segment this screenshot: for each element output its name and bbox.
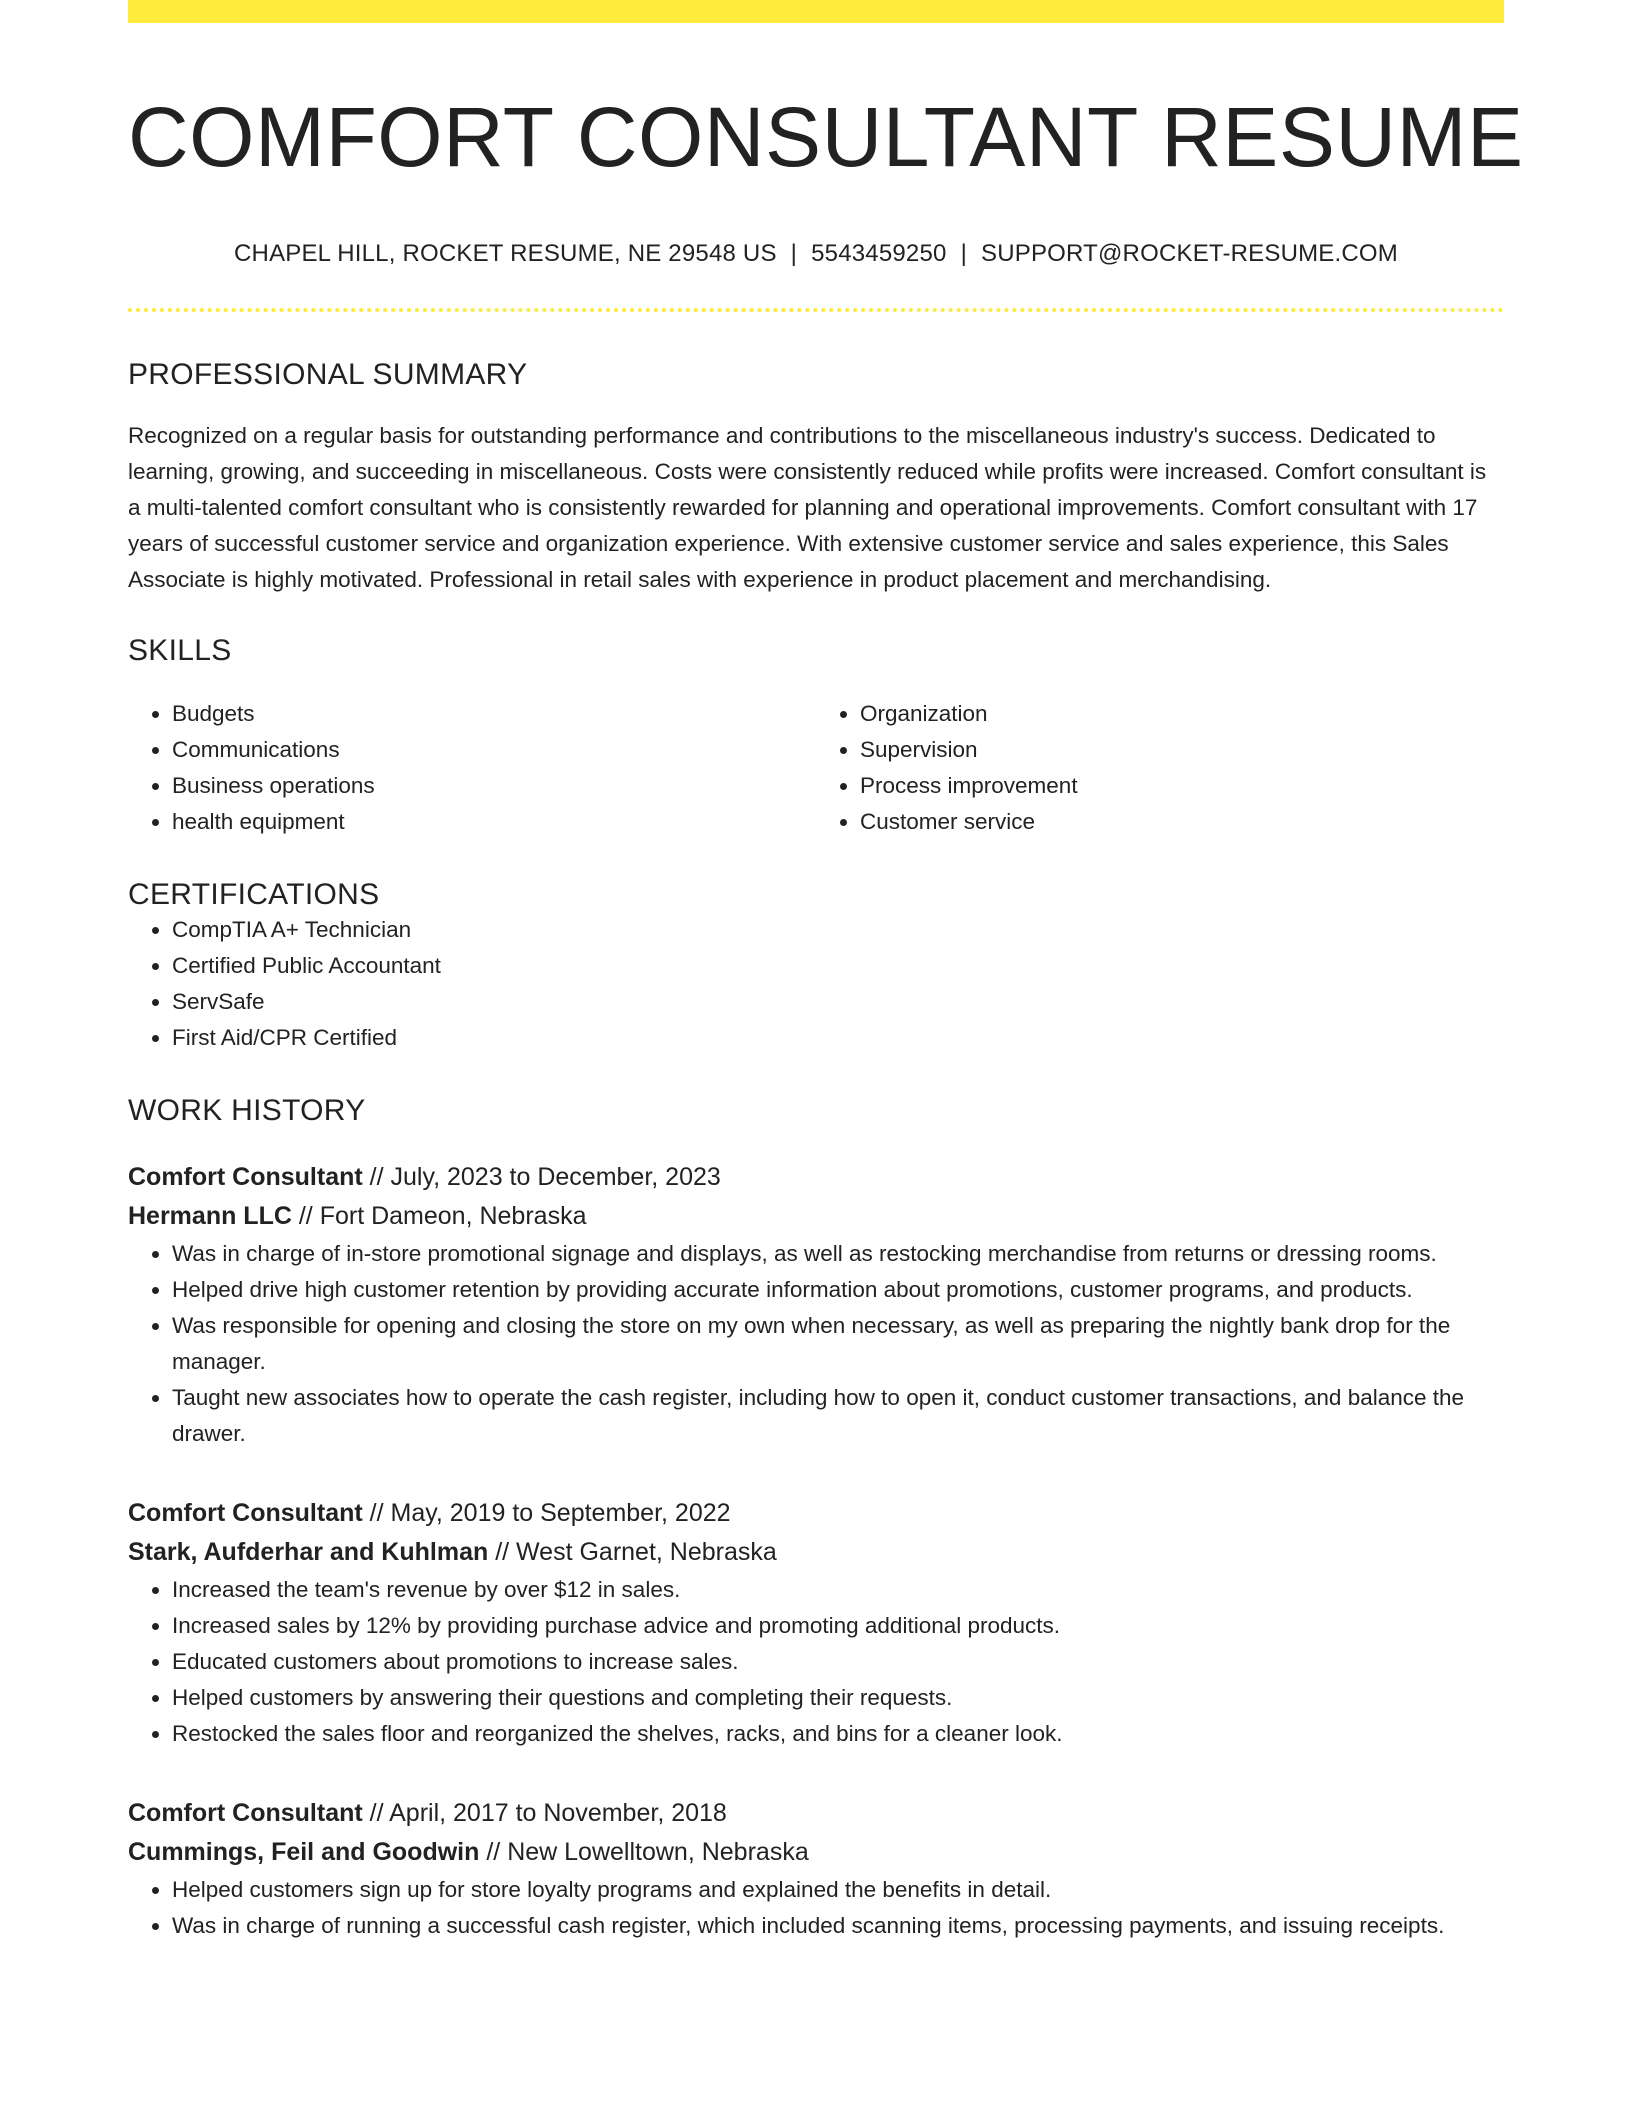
header-divider bbox=[128, 308, 1504, 312]
skill-item: • Business operations bbox=[172, 768, 816, 804]
resume-title: COMFORT CONSULTANT RESUME bbox=[128, 90, 1524, 184]
job-bullet: • Taught new associates how to operate the cash register, including how to open it, conduct customer transactions, and balance the drawer. bbox=[172, 1380, 1504, 1452]
job-bullet: • Helped customers by answering their questions and completing their requests. bbox=[172, 1680, 1504, 1716]
skills-list bbox=[128, 696, 1504, 840]
job-bullet-list bbox=[128, 1872, 1504, 1944]
job-entry bbox=[128, 1794, 1504, 1944]
skill-item: • Process improvement bbox=[860, 768, 1504, 804]
job-company: Stark, Aufderhar and Kuhlman bbox=[128, 1537, 489, 1566]
job-bullet: • Was in charge of in-store promotional signage and displays, as well as restocking merchandise from returns or dressing rooms. bbox=[172, 1236, 1504, 1272]
top-accent-bar bbox=[128, 0, 1504, 23]
contact-separator: | bbox=[790, 239, 798, 267]
certification-item: • Certified Public Accountant bbox=[172, 948, 1504, 984]
job-role: Comfort Consultant bbox=[128, 1798, 363, 1827]
job-entry bbox=[128, 1158, 1504, 1452]
certification-item: • ServSafe bbox=[172, 984, 1504, 1020]
certifications-heading: CERTIFICATIONS bbox=[128, 877, 380, 911]
job-bullet: • Helped customers sign up for store loyalty programs and explained the benefits in detail. bbox=[172, 1872, 1504, 1908]
job-role: Comfort Consultant bbox=[128, 1162, 363, 1191]
skill-item: • Supervision bbox=[860, 732, 1504, 768]
job-dates: // July, 2023 to December, 2023 bbox=[369, 1162, 721, 1191]
skills-column-left bbox=[128, 696, 816, 840]
job-dates: // May, 2019 to September, 2022 bbox=[369, 1498, 731, 1527]
job-company-line bbox=[128, 1197, 1504, 1236]
job-role: Comfort Consultant bbox=[128, 1498, 363, 1527]
certifications-list bbox=[128, 912, 1504, 1056]
skills-heading: SKILLS bbox=[128, 633, 232, 667]
job-location: // West Garnet, Nebraska bbox=[495, 1537, 777, 1566]
summary-text: Recognized on a regular basis for outstanding performance and contributions to the miscellaneous industry's success. Dedicated to learning, growing, and succeeding in miscellaneous. Costs were consistently reduced while profits were increased. Comfort consultant is a multi-talented comfort consultant who is consistently rewarded for planning and operational improvements. Comfort consultant with 17 years of successful customer service and organization experience. With extensive customer service and sales experience, this Sales Associate is highly motivated. Professional in retail sales with experience in product placement and merchandising. bbox=[128, 422, 1487, 592]
job-bullet-list bbox=[128, 1236, 1504, 1452]
contact-email: SUPPORT@ROCKET-RESUME.COM bbox=[981, 239, 1398, 267]
job-bullet: • Was responsible for opening and closing the store on my own when necessary, as well as preparing the nightly bank drop for the manager. bbox=[172, 1308, 1504, 1380]
certification-item: • First Aid/CPR Certified bbox=[172, 1020, 1504, 1056]
job-location: // New Lowelltown, Nebraska bbox=[486, 1837, 809, 1866]
job-location: // Fort Dameon, Nebraska bbox=[298, 1201, 587, 1230]
job-company: Hermann LLC bbox=[128, 1201, 292, 1230]
job-company: Cummings, Feil and Goodwin bbox=[128, 1837, 480, 1866]
job-entry bbox=[128, 1494, 1504, 1752]
job-bullet-list bbox=[128, 1572, 1504, 1752]
job-bullet: • Increased sales by 12% by providing purchase advice and promoting additional products. bbox=[172, 1608, 1504, 1644]
job-company-line bbox=[128, 1833, 1504, 1872]
certification-item: • CompTIA A+ Technician bbox=[172, 912, 1504, 948]
job-bullet: • Educated customers about promotions to increase sales. bbox=[172, 1644, 1504, 1680]
job-role-line bbox=[128, 1794, 1504, 1833]
skills-column-right bbox=[816, 696, 1504, 840]
resume-page bbox=[128, 0, 1524, 1944]
job-bullet: • Was in charge of running a successful cash register, which included scanning items, processing payments, and issuing receipts. bbox=[172, 1908, 1504, 1944]
skill-item: • Budgets bbox=[172, 696, 816, 732]
contact-phone: 5543459250 bbox=[811, 239, 947, 267]
job-company-line bbox=[128, 1533, 1504, 1572]
job-bullet: • Helped drive high customer retention by providing accurate information about promotions, customer programs, and products. bbox=[172, 1272, 1504, 1308]
contact-separator: | bbox=[960, 239, 968, 267]
job-bullet: • Increased the team's revenue by over $12 in sales. bbox=[172, 1572, 1504, 1608]
job-role-line bbox=[128, 1158, 1504, 1197]
contact-line bbox=[128, 240, 1504, 268]
job-dates: // April, 2017 to November, 2018 bbox=[369, 1798, 727, 1827]
skill-item: • Organization bbox=[860, 696, 1504, 732]
skill-item: • Customer service bbox=[860, 804, 1504, 840]
job-bullet: • Restocked the sales floor and reorganized the shelves, racks, and bins for a cleaner look. bbox=[172, 1716, 1504, 1752]
job-role-line bbox=[128, 1494, 1504, 1533]
skill-item: • Communications bbox=[172, 732, 816, 768]
work-history-heading: WORK HISTORY bbox=[128, 1093, 366, 1127]
contact-address: CHAPEL HILL, ROCKET RESUME, NE 29548 US bbox=[234, 239, 777, 267]
summary-heading: PROFESSIONAL SUMMARY bbox=[128, 357, 528, 391]
skill-item: • health equipment bbox=[172, 804, 816, 840]
